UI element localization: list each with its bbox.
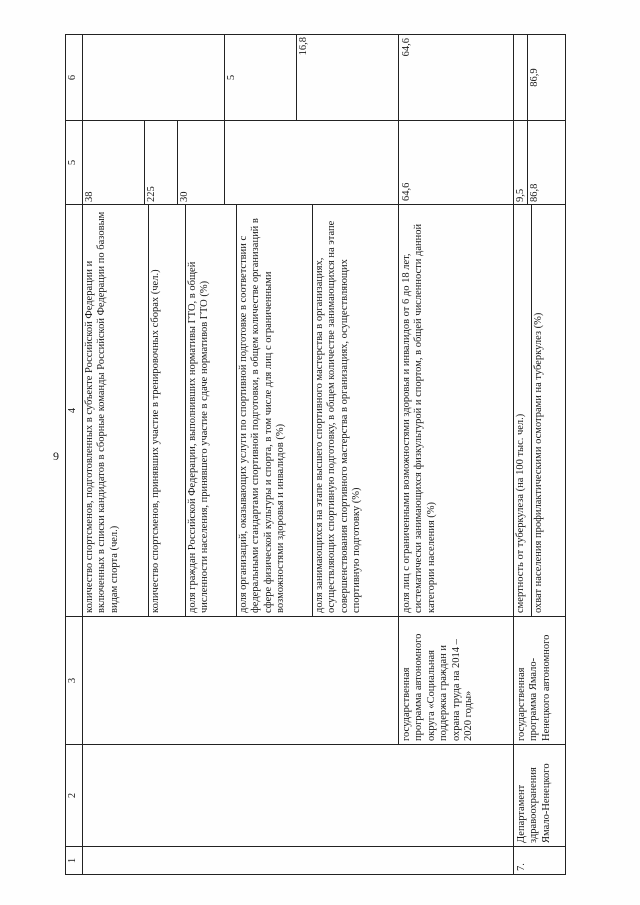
- value-col6: [514, 35, 566, 121]
- indicator-item: доля организаций, оказывающих услуги по спортивной подготовке в соответствии с федеральными стандартами спортивной подготовки, в общем количестве организаций в сфере физической культуры и спорта, в том числе для лиц с ограниченными возможностями здоровья и инвалидов (%): [237, 205, 313, 616]
- indicators-table: [65, 34, 566, 875]
- value-cell: 225: [145, 121, 178, 204]
- program-cell: [83, 617, 399, 745]
- value-cell: 30: [178, 121, 225, 204]
- value-col5: [83, 121, 399, 205]
- value-cell: 5: [225, 35, 297, 120]
- landscape-table: [65, 35, 610, 875]
- num-cell: [83, 847, 514, 875]
- indicator-item: количество спортсменов, подготовленных в субъекте Российской Федерации и включенных в списки кандидатов в сборные команды Российской Федерации по базовым видам спорта (чел.): [83, 205, 149, 616]
- department-cell: [83, 745, 514, 847]
- value-cell: 64,6: [399, 121, 514, 205]
- indicator-stack: [83, 205, 399, 617]
- indicator-stack: [514, 205, 566, 617]
- program-cell: государственная программа Ямало-Ненецкого автономного: [514, 617, 566, 745]
- header-cell: 2: [66, 745, 83, 847]
- value-cell: [83, 35, 225, 120]
- value-cell: 64,6: [399, 35, 514, 121]
- indicator-cell: доля лиц с ограниченными возможностями здоровья и инвалидов от 6 до 18 лет, систематически занимающихся физкультурой и спортом, в общей численности данной категории населения (%): [399, 205, 514, 617]
- header-cell: 5: [66, 121, 83, 205]
- value-cell: [225, 121, 379, 204]
- indicator-item: доля граждан Российской Федерации, выполнивших нормативы ГТО, в общей численности населения, принявшего участие в сдаче нормативов ГТО (%): [186, 205, 237, 616]
- header-cell: 1: [66, 847, 83, 875]
- value-cell: 9,5: [514, 121, 528, 204]
- department-cell: Департамент здравоохранения Ямало-Ненецкого: [514, 745, 566, 847]
- value-cell: 86,8: [529, 183, 540, 202]
- indicator-item: смертность от туберкулеза (на 100 тыс. чел.): [514, 205, 532, 616]
- table-row: [83, 35, 399, 875]
- header-cell: 4: [66, 205, 83, 617]
- header-cell: 3: [66, 617, 83, 745]
- num-cell: 7.: [514, 847, 566, 875]
- value-col5: [514, 121, 566, 205]
- value-cell: [514, 35, 528, 120]
- value-cell: 86,9: [529, 68, 540, 87]
- header-row: [66, 35, 83, 875]
- indicator-item: охват населения профилактическими осмотрами на туберкулез (%): [533, 312, 544, 613]
- program-cell: государственная программа автономного округа «Социальная поддержка граждан и охрана труда на 2014 – 2020 годы»: [399, 617, 514, 745]
- value-cell: 38: [83, 121, 145, 204]
- indicator-item: доля занимающихся на этапе высшего спортивного мастерства в организациях, осуществляющих спортивную подготовку, в общем количестве занимающихся на этапе совершенствования спортивного мастерства в организациях, осуществляющих спортивную подготовку (%): [314, 220, 363, 613]
- value-cell: 16,8: [298, 37, 309, 56]
- page-number: 9: [53, 449, 59, 463]
- indicator-item: количество спортсменов, принявших участие в тренировочных сборах (чел.): [149, 205, 186, 616]
- header-cell: 6: [66, 35, 83, 121]
- table-row: [514, 35, 566, 875]
- value-col6: [83, 35, 399, 121]
- rotated-table-area: [65, 35, 610, 875]
